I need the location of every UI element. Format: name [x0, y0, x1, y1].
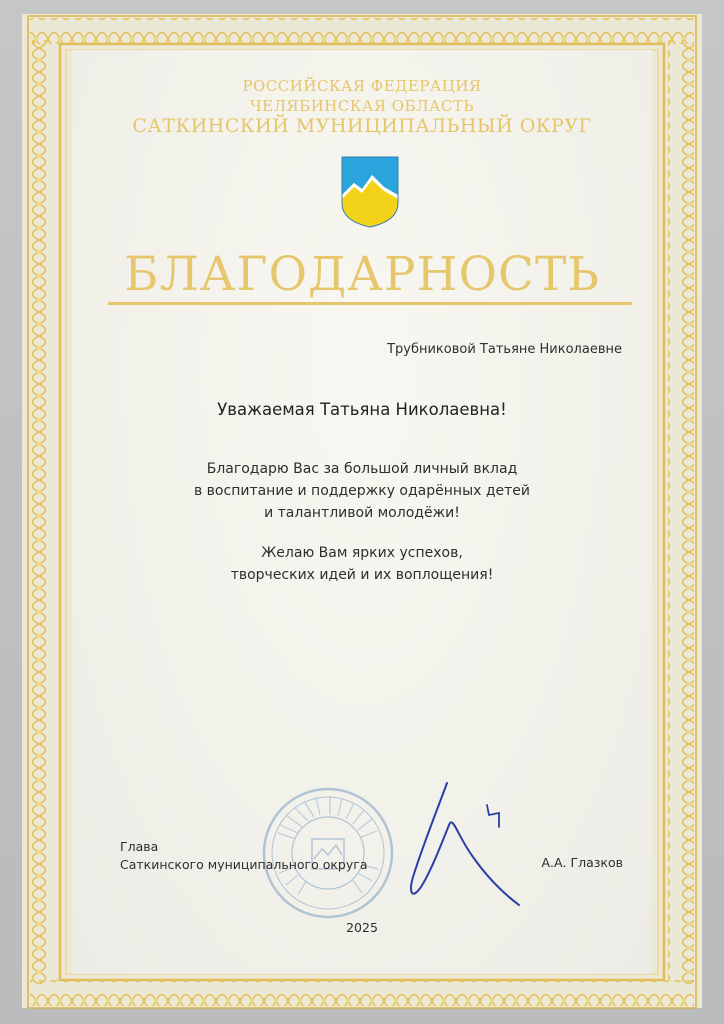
- paragraph-line: в воспитание и поддержку одарённых детей: [193, 483, 531, 499]
- position-line: Глава: [120, 839, 159, 854]
- header-district: САТКИНСКИЙ МУНИЦИПАЛЬНЫЙ ОКРУГ: [132, 115, 592, 137]
- coat-of-arms-icon: [340, 155, 400, 229]
- paragraph-line: и талантливой молодёжи!: [264, 505, 460, 521]
- certificate-title: БЛАГОДАРНОСТЬ: [124, 247, 600, 302]
- issue-year: 2025: [346, 920, 378, 935]
- header-country: РОССИЙСКАЯ ФЕДЕРАЦИЯ: [242, 77, 482, 95]
- salutation: Уважаемая Татьяна Николаевна!: [217, 400, 507, 419]
- position-line: Саткинского муниципального округа: [120, 857, 368, 872]
- gratitude-paragraph: [0, 458, 724, 524]
- wishes-paragraph: [0, 542, 724, 586]
- recipient-name: Трубниковой Татьяне Николаевне: [387, 342, 622, 357]
- paragraph-line: Благодарю Вас за большой личный вклад: [206, 461, 518, 477]
- header-region: ЧЕЛЯБИНСКАЯ ОБЛАСТЬ: [250, 97, 474, 115]
- signatory-position: [120, 838, 368, 874]
- signatory-name: А.А. Глазков: [541, 855, 623, 870]
- paragraph-line: творческих идей и их воплощения!: [230, 567, 494, 583]
- signature-icon: [395, 775, 535, 915]
- title-underline: [108, 302, 632, 305]
- paragraph-line: Желаю Вам ярких успехов,: [261, 545, 463, 561]
